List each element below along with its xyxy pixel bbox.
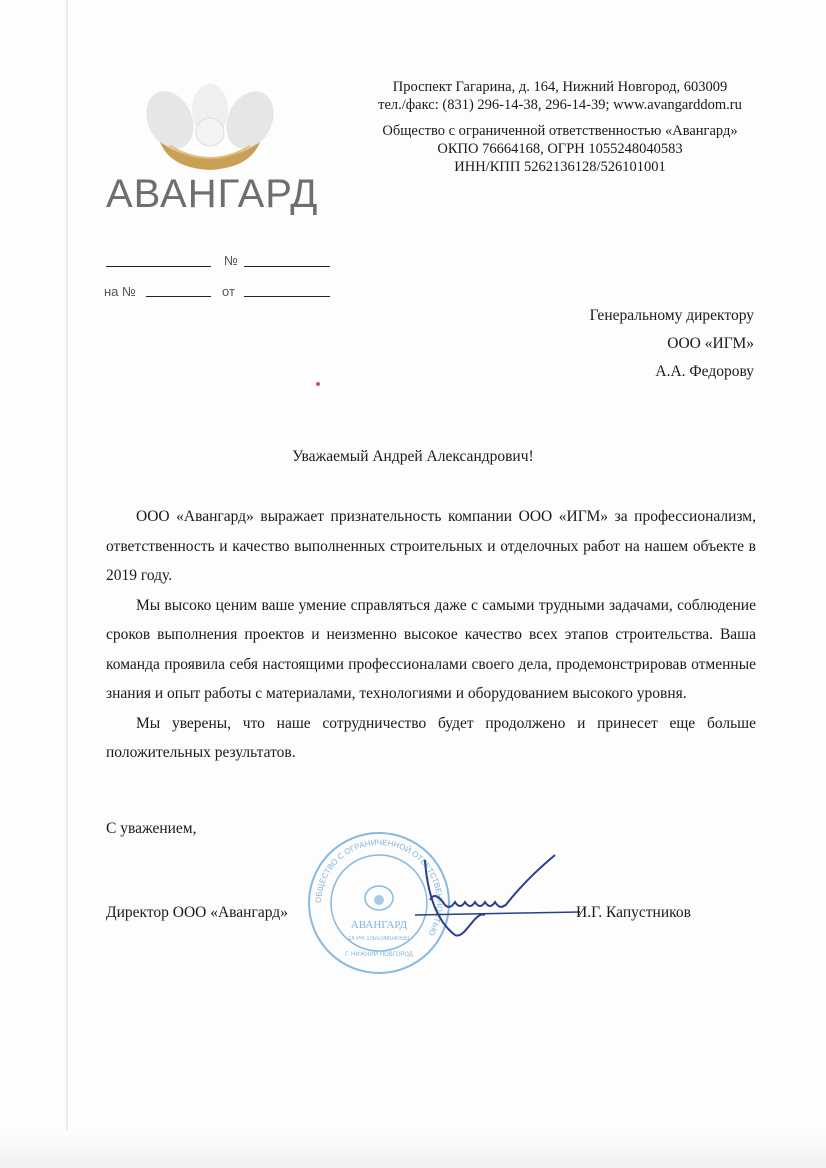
addressee-company: ООО «ИГМ» [667,335,754,352]
body-paragraph-2: Мы высоко ценим ваше умение справляться даже с самыми трудными задачами, соблюдение сроков выполнения проектов и неизменно высокое качество всех этапов строительства. Ваша команда проявила себя настоящими профессионалами своего дела, продемонстрировав отменные знания и опыт работы с материалами, технологиями и оборудованием высокого уровня. [106,596,756,702]
salutation: Уважаемый Андрей Александрович! [292,448,534,465]
stamp-ring-text: ОБЩЕСТВО С ОГРАНИЧЕННОЙ ОТВЕТСТВЕННОСТЬЮ [313,837,445,938]
stamp-center-text: АВАНГАРД [350,919,408,931]
logo-wordmark: АВАНГАРД [106,172,319,216]
signatory-name: И.Г. Капустников [576,904,691,921]
body-paragraph-3: Мы уверены, что наше сотрудничество будет продолжено и принесет еще больше положительных результатов. [106,714,756,761]
okpo-ogrn-line: ОКПО 76664168, ОГРН 1055248040583 [437,141,683,157]
reply-number-label: на № [104,284,136,299]
addressee-block [454,302,754,386]
scan-speck [316,382,320,386]
company-full-name: Общество с ограниченной ответственностью «Авангард» [382,123,738,139]
handwritten-signature-icon [395,840,595,950]
outgoing-number-line [244,266,330,267]
reply-date-line [244,296,330,297]
addressee-position: Генеральному директору [589,307,754,324]
address-line: Проспект Гагарина, д. 164, Нижний Новгород, 603009 [392,79,728,95]
date-label: от [222,284,235,299]
letter-body [106,502,756,768]
body-paragraph-1: ООО «Авангард» выражает признательность компании ООО «ИГМ» за профессионализм, ответственность и качество выполненных строительных и отделочных работ на нашем объекте в 2019 году. [106,508,756,584]
stamp-city-text: Г. НИЖНИЙ НОВГОРОД [345,952,413,958]
signatory-title: Директор ООО «Авангард» [106,904,288,921]
number-label: № [224,253,238,268]
reply-number-line [146,296,211,297]
inn-kpp-line: ИНН/КПП 5262136128/526101001 [454,159,666,175]
addressee-name: А.А. Федорову [655,363,754,380]
stamp-ogrn-text: ОГРН 1055248040583 [348,936,410,942]
letterhead-contacts [340,78,780,176]
scan-edge [66,0,68,1168]
scan-shadow [0,1130,826,1168]
outgoing-date-line [106,266,211,267]
closing-phrase: С уважением, [106,820,197,837]
phone-line: тел./факс: (831) 296-14-38, 296-14-39; www.avangarddom.ru [378,97,742,113]
